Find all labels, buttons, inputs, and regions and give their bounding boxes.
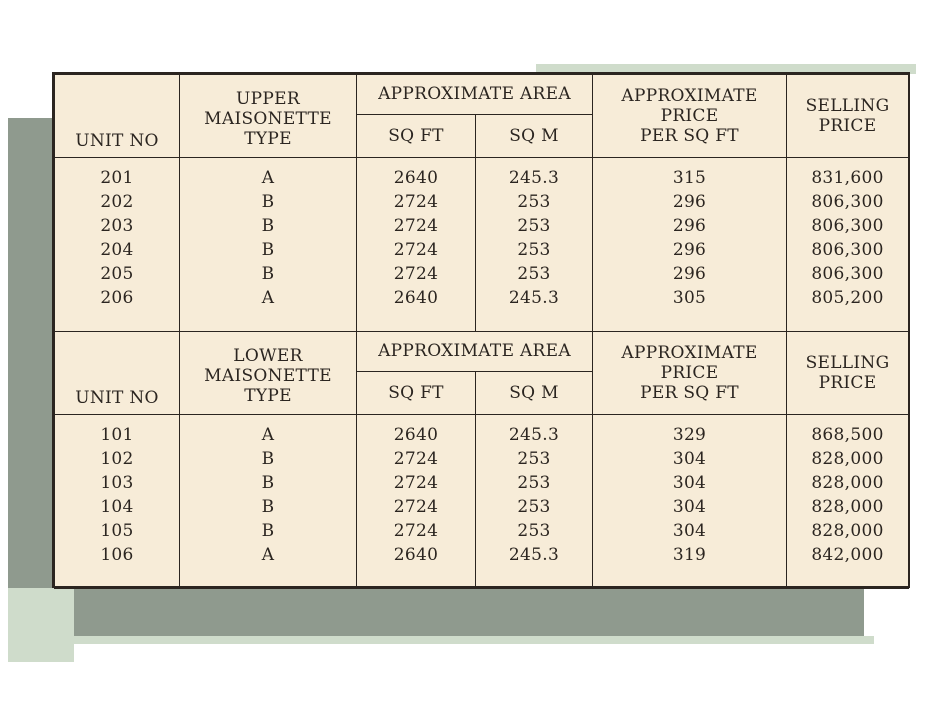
ppsf-cell: 329 [672,425,707,445]
lower-type-header [180,332,357,415]
sqft-cell: 2724 [393,240,439,260]
sqm-cell: 245.3 [508,425,560,445]
type-label-line: UPPER [236,88,300,109]
ppsf-cell: 304 [672,473,707,493]
unit-cell: 103 [100,473,134,493]
sqft-column [357,415,476,589]
unit-cell: 101 [100,425,134,445]
type-cell: B [261,240,275,260]
unit-no-header: UNIT NO [55,332,180,415]
ppsf-label-line: PRICE [660,105,719,126]
type-column [180,415,357,589]
selling-label-line: SELLING [805,95,890,116]
price-cell: 806,300 [811,216,884,236]
price-column [787,415,909,589]
unit-cell: 201 [100,168,134,188]
sqm-cell: 253 [517,521,551,541]
ppsf-label-line: APPROXIMATE [621,85,758,106]
type-cell: B [261,264,275,284]
price-cell: 806,300 [811,240,884,260]
sqm-cell: 245.3 [508,288,560,308]
sqm-cell: 253 [517,264,551,284]
upper-type-header [180,75,357,158]
type-cell: B [261,521,275,541]
sqm-cell: 253 [517,216,551,236]
price-cell: 828,000 [811,449,884,469]
selling-label-line: PRICE [818,116,877,136]
upper-header-row-1 [55,75,909,115]
sq-m-header: SQ M [476,372,593,415]
sq-ft-header: SQ FT [357,115,476,158]
price-list-sheet [52,72,910,588]
price-cell: 806,300 [811,192,884,212]
type-cell: A [261,288,275,308]
type-cell: B [261,449,275,469]
unit-cell: 205 [100,264,134,284]
sqft-cell: 2724 [393,264,439,284]
approx-area-header: APPROXIMATE AREA [357,332,593,372]
backing-tint [8,588,74,662]
sqft-cell: 2724 [393,521,439,541]
type-label-line: MAISONETTE [204,365,332,386]
sqft-cell: 2640 [393,425,439,445]
ppsf-cell: 304 [672,449,707,469]
price-cell: 828,000 [811,521,884,541]
unit-cell: 204 [100,240,134,260]
sqm-cell: 253 [517,449,551,469]
sqft-column [357,158,476,332]
sqft-cell: 2724 [393,449,439,469]
sq-m-header: SQ M [476,115,593,158]
ppsf-column [593,415,787,589]
selling-price-header [787,332,909,415]
approx-area-header: APPROXIMATE AREA [357,75,593,115]
price-cell: 828,000 [811,473,884,493]
price-per-sqft-header [593,332,787,415]
sq-ft-header: SQ FT [357,372,476,415]
lower-body-row [55,415,909,589]
unit-cell: 102 [100,449,134,469]
unit-column [55,158,180,332]
price-per-sqft-header [593,75,787,158]
sqft-cell: 2640 [393,288,439,308]
sqft-cell: 2724 [393,216,439,236]
price-cell: 806,300 [811,264,884,284]
ppsf-cell: 296 [672,264,707,284]
ppsf-cell: 315 [672,168,707,188]
type-cell: B [261,497,275,517]
ppsf-cell: 319 [672,545,707,565]
ppsf-label-line: PER SQ FT [640,126,739,147]
unit-cell: 105 [100,521,134,541]
upper-body-row [55,158,909,332]
sqm-cell: 245.3 [508,168,560,188]
unit-cell: 202 [100,192,134,212]
sqft-cell: 2640 [393,545,439,565]
ppsf-cell: 304 [672,521,707,541]
type-cell: A [261,545,275,565]
lower-header-row-1 [55,332,909,372]
selling-price-header [787,75,909,158]
price-column [787,158,909,332]
unit-cell: 206 [100,288,134,308]
type-cell: B [261,473,275,493]
type-cell: A [261,168,275,188]
unit-column [55,415,180,589]
ppsf-cell: 305 [672,288,707,308]
selling-label-line: SELLING [805,352,890,373]
type-label-line: LOWER [233,345,303,366]
sqm-cell: 253 [517,192,551,212]
selling-label-line: PRICE [818,373,877,393]
ppsf-cell: 304 [672,497,707,517]
ppsf-cell: 296 [672,192,707,212]
price-cell: 831,600 [811,168,884,188]
unit-cell: 203 [100,216,134,236]
type-cell: B [261,216,275,236]
sqft-cell: 2724 [393,473,439,493]
ppsf-cell: 296 [672,216,707,236]
unit-cell: 104 [100,497,134,517]
ppsf-cell: 296 [672,240,707,260]
sqm-cell: 245.3 [508,545,560,565]
type-label-line: MAISONETTE [204,108,332,129]
sqm-column [476,158,593,332]
unit-cell: 106 [100,545,134,565]
sqm-column [476,415,593,589]
sqft-cell: 2724 [393,497,439,517]
type-label-line: TYPE [244,385,292,406]
sqm-cell: 253 [517,473,551,493]
type-cell: B [261,192,275,212]
sqft-cell: 2724 [393,192,439,212]
sqm-cell: 253 [517,497,551,517]
price-cell: 805,200 [811,288,884,308]
ppsf-label-line: PER SQ FT [640,383,739,404]
ppsf-label-line: PRICE [660,362,719,383]
type-label-line: TYPE [244,128,292,149]
price-cell: 842,000 [811,545,884,565]
type-cell: A [261,425,275,445]
price-table [54,74,909,589]
type-column [180,158,357,332]
price-cell: 828,000 [811,497,884,517]
ppsf-label-line: APPROXIMATE [621,342,758,363]
sqm-cell: 253 [517,240,551,260]
unit-no-header: UNIT NO [55,75,180,158]
ppsf-column [593,158,787,332]
price-cell: 868,500 [811,425,884,445]
backing-tint-bottom [74,636,874,644]
sqft-cell: 2640 [393,168,439,188]
